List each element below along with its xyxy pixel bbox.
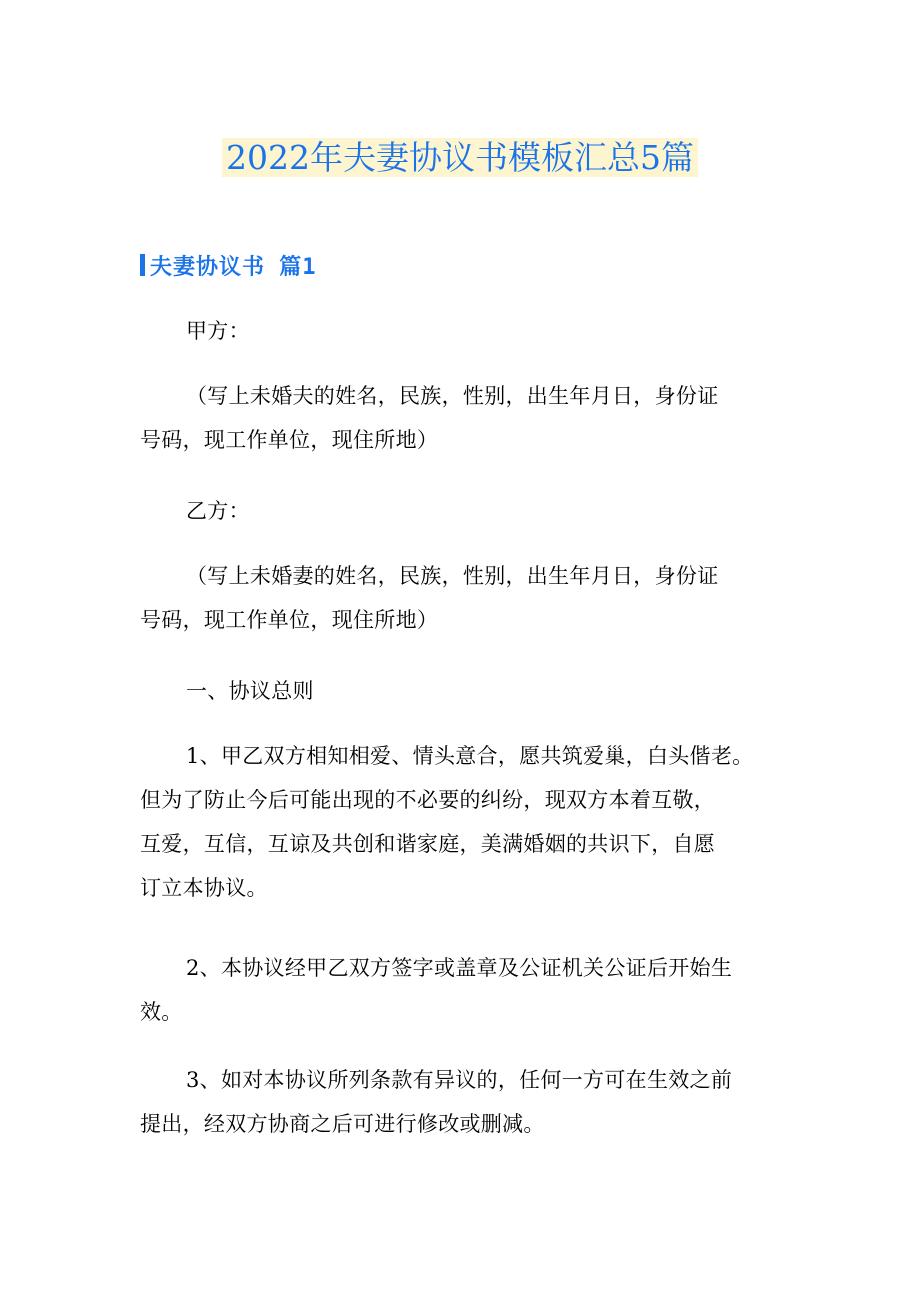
paragraph-line: 1、甲乙双方相知相爱、情头意合，愿共筑爱巢，白头偕老。 [186, 744, 754, 768]
paragraph-line: 但为了防止今后可能出现的不必要的纠纷，现双方本着互敬， [140, 788, 716, 812]
paragraph-party-a-details [140, 374, 800, 462]
paragraph-party-a-label [140, 309, 800, 353]
paragraph-line: 号码，现工作单位，现住所地） [140, 428, 439, 452]
paragraph-line: 甲方： [186, 319, 250, 343]
paragraph-line: 互爱，互信，互谅及共创和谐家庭，美满婚姻的共识下，自愿 [140, 832, 716, 856]
paragraph-line: 提出，经双方协商之后可进行修改或删减。 [140, 1112, 545, 1136]
paragraph-line: 3、如对本协议所列条款有异议的，任何一方可在生效之前 [186, 1068, 733, 1092]
paragraph-line: 效。 [140, 1000, 183, 1024]
paragraph-general-provisions-heading [140, 669, 800, 713]
paragraph-party-b-details [140, 554, 800, 642]
section-heading-text: 夫妻协议书 篇1 [150, 254, 317, 280]
paragraph-line: （写上未婚夫的姓名，民族，性别，出生年月日，身份证 [186, 384, 719, 408]
heading-marker-bar [140, 254, 145, 276]
paragraph-line: 一、协议总则 [186, 679, 314, 703]
paragraph-clause-3 [140, 1058, 800, 1146]
paragraph-clause-1 [140, 734, 800, 910]
paragraph-line: 2、本协议经甲乙双方签字或盖章及公证机关公证后开始生 [186, 956, 733, 980]
document-title [0, 132, 920, 184]
paragraph-party-b-label [140, 489, 800, 533]
paragraph-clause-2 [140, 946, 800, 1034]
paragraph-line: 订立本协议。 [140, 876, 268, 900]
paragraph-line: 号码，现工作单位，现住所地） [140, 608, 439, 632]
document-title-text: 2022年夫妻协议书模板汇总5篇 [222, 138, 698, 177]
paragraph-line: （写上未婚妻的姓名，民族，性别，出生年月日，身份证 [186, 564, 719, 588]
paragraph-line: 乙方： [186, 499, 250, 523]
section-heading [140, 248, 317, 282]
